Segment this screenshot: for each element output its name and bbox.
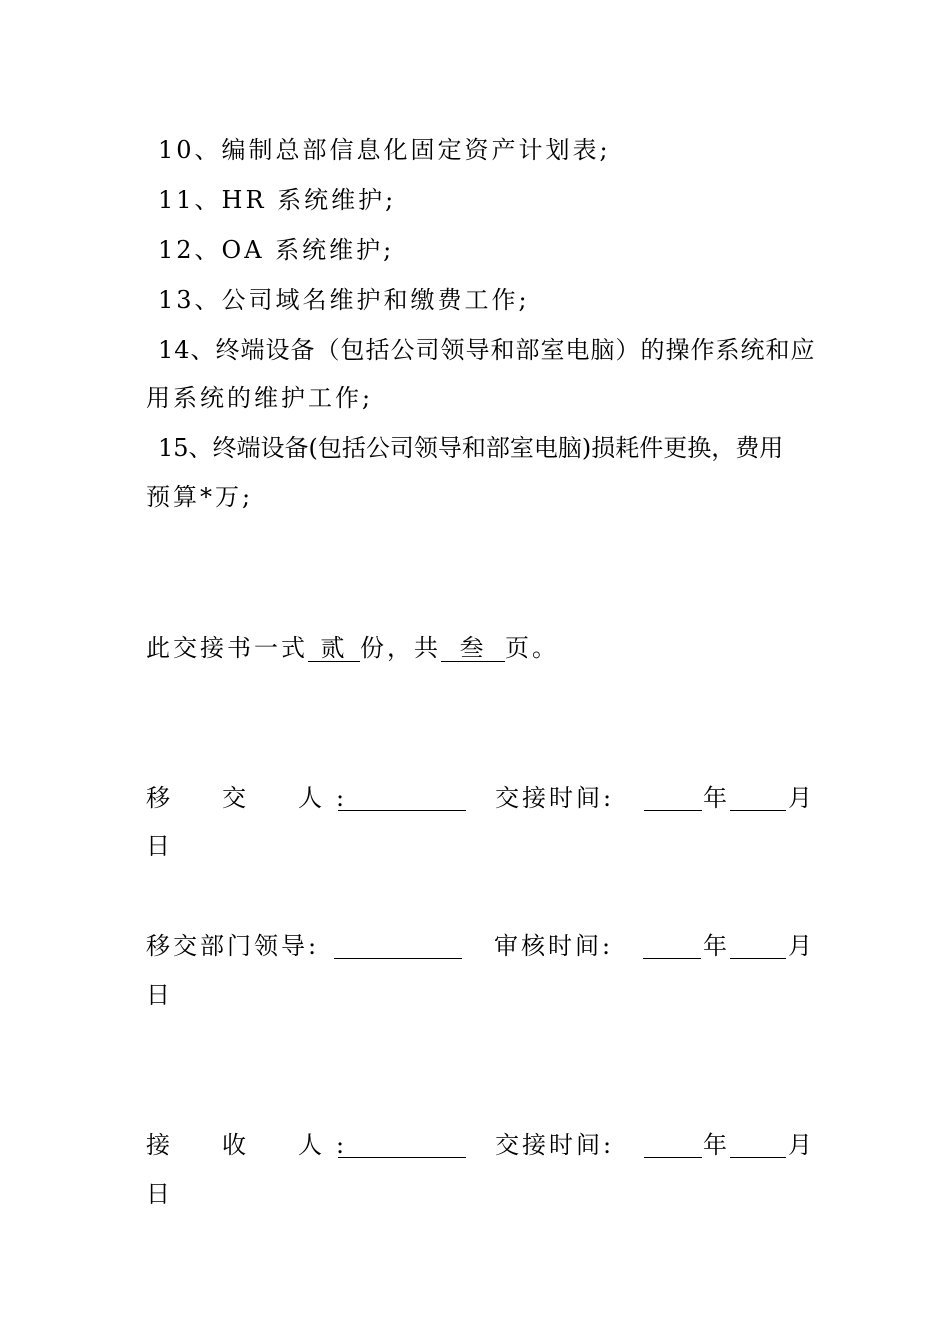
handover-year-blank[interactable] (644, 786, 702, 811)
item-text: 终端设备(包括公司领导和部室电脑)损耗件更换，费用 (212, 434, 784, 462)
receive-year-label: 年 (703, 1131, 727, 1159)
list-item-15-continuation (146, 482, 253, 512)
copies-prefix: 此交接书一式 (146, 634, 308, 662)
department-leader-label: 移交部门领导: (146, 932, 320, 960)
copies-mid: 份，共 (360, 634, 441, 662)
receive-month-blank[interactable] (730, 1133, 786, 1158)
handover-time-label: 交接时间: (495, 784, 615, 812)
item-number: 11、 (158, 186, 222, 214)
handover-person-blank[interactable] (338, 786, 466, 811)
review-day-label: 日 (146, 981, 170, 1009)
list-item-15 (158, 433, 783, 463)
copies-count: 贰 (308, 635, 360, 662)
receive-time-label: 交接时间: (495, 1131, 615, 1159)
list-item-11 (158, 185, 396, 215)
review-year-blank[interactable] (643, 934, 701, 959)
list-item-14 (158, 335, 816, 365)
handover-person-label: 移 交 人: (146, 784, 359, 812)
handover-month-label: 月 (788, 784, 812, 812)
review-month-label: 月 (788, 932, 812, 960)
list-item-12 (158, 235, 394, 265)
review-year-label: 年 (703, 932, 727, 960)
receive-month-label: 月 (788, 1131, 812, 1159)
item-text: 编制总部信息化固定资产计划表; (221, 136, 611, 164)
handover-day-label: 日 (146, 832, 170, 860)
item-text: OA 系统维护; (221, 236, 395, 264)
item-number: 14、 (158, 336, 216, 364)
copies-suffix: 页。 (505, 634, 559, 662)
page-count: 叁 (441, 635, 505, 662)
review-time-label: 审核时间: (494, 932, 614, 960)
receive-day-label: 日 (146, 1180, 170, 1208)
item-number: 10、 (158, 136, 222, 164)
copies-statement (146, 633, 559, 663)
item-number: 13、 (158, 286, 222, 314)
review-month-blank[interactable] (730, 934, 786, 959)
item-text: 用系统的维护工作; (146, 384, 374, 412)
item-text: 终端设备（包括公司领导和部室电脑）的操作系统和应 (215, 336, 816, 364)
receiver-blank[interactable] (338, 1133, 466, 1158)
item-number: 15、 (158, 434, 213, 462)
list-item-13 (158, 285, 530, 315)
item-text: HR 系统维护; (221, 186, 397, 214)
handover-year-label: 年 (703, 784, 727, 812)
handover-month-blank[interactable] (730, 786, 786, 811)
item-number: 12、 (158, 236, 222, 264)
receiver-label: 接 收 人: (146, 1131, 359, 1159)
receive-year-blank[interactable] (644, 1133, 702, 1158)
department-leader-blank[interactable] (334, 934, 462, 959)
list-item-10 (158, 135, 611, 165)
item-text: 公司域名维护和缴费工作; (221, 286, 530, 314)
item-text: 预算*万; (146, 483, 254, 511)
list-item-14-continuation (146, 383, 373, 413)
